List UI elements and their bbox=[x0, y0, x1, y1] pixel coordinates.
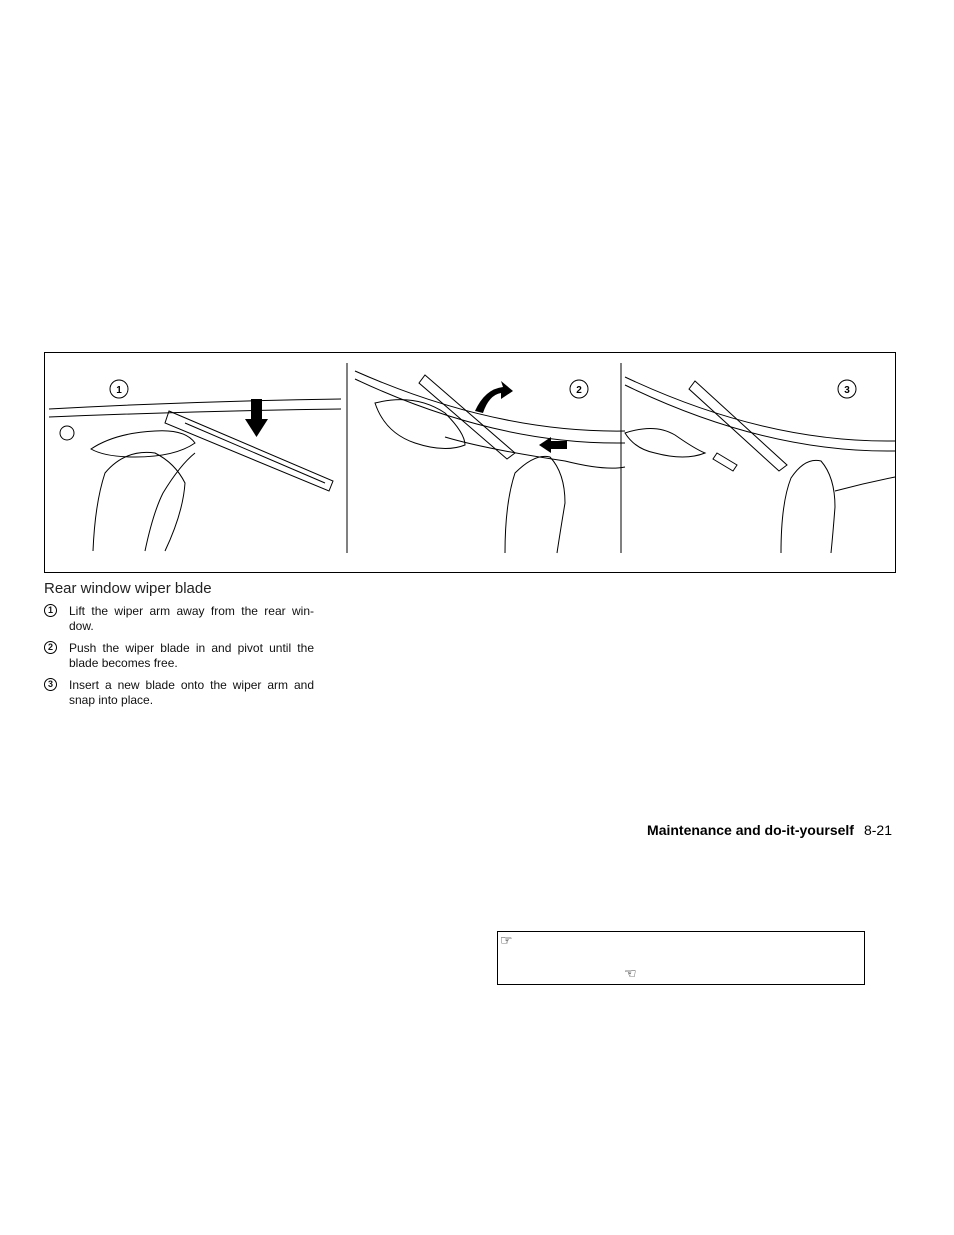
panel-3-number: 3 bbox=[844, 385, 850, 396]
panel-2-number: 2 bbox=[576, 385, 582, 396]
illustration-figure bbox=[44, 352, 896, 573]
page-footer bbox=[647, 822, 892, 838]
step-number-badge: 1 bbox=[44, 604, 57, 617]
pointing-hand-left-icon: ☜ bbox=[624, 965, 637, 981]
reference-box bbox=[497, 931, 865, 985]
step-text: Insert a new blade onto the wiper arm and snap into place. bbox=[69, 678, 314, 707]
step-item bbox=[44, 641, 314, 671]
panel-3-drawing bbox=[625, 377, 895, 553]
panel-1-number: 1 bbox=[116, 385, 122, 396]
step-item bbox=[44, 604, 314, 634]
step-list bbox=[44, 604, 314, 715]
pointing-hand-right-icon: ☞ bbox=[500, 932, 513, 948]
step-number-badge: 2 bbox=[44, 641, 57, 654]
step-text: Lift the wiper arm away from the rear win-dow. bbox=[69, 604, 314, 633]
panel-2-drawing bbox=[355, 371, 625, 553]
step-item bbox=[44, 678, 314, 708]
page-number: 8-21 bbox=[863, 822, 892, 838]
step-text: Push the wiper blade in and pivot until the blade becomes free. bbox=[69, 641, 314, 670]
section-title: Maintenance and do-it-yourself bbox=[647, 822, 854, 838]
wiper-replacement-illustration bbox=[45, 353, 897, 574]
figure-caption: Rear window wiper blade bbox=[44, 580, 212, 597]
panel-1-drawing bbox=[49, 399, 341, 551]
step-number-badge: 3 bbox=[44, 678, 57, 691]
